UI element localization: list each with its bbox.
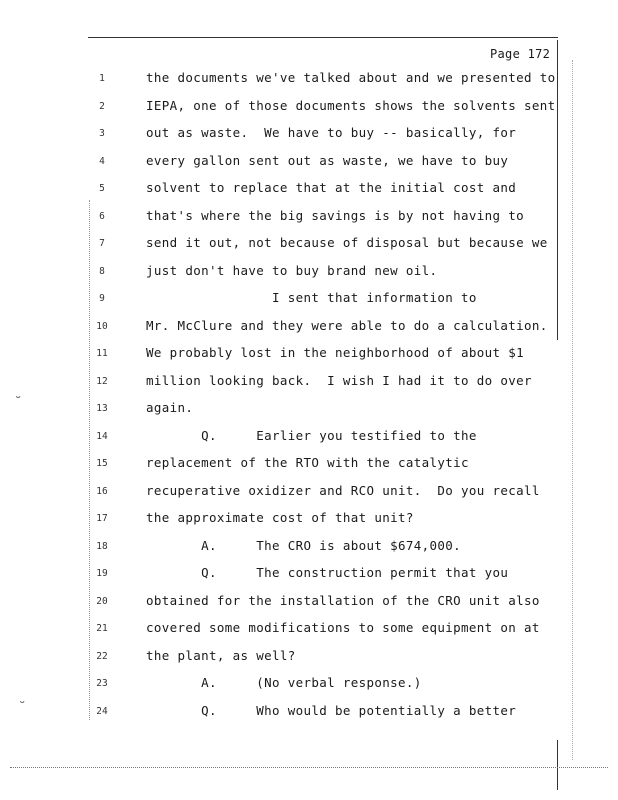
line-number: 11	[96, 348, 108, 359]
line-number: 24	[96, 705, 108, 717]
bottom-scan-artifact	[10, 767, 608, 768]
transcript-line: out as waste. We have to buy -- basically, for	[146, 125, 517, 140]
transcript-line: replacement of the RTO with the catalytic	[146, 455, 469, 470]
transcript-line: the approximate cost of that unit?	[146, 510, 414, 525]
page-number: Page 172	[490, 47, 551, 61]
transcript-line: Q. Earlier you testified to the	[146, 427, 477, 443]
line-number: 17	[96, 513, 108, 524]
transcript-line: Q. Who would be potentially a better	[146, 702, 517, 718]
line-number: 23	[96, 678, 108, 689]
line-number: 19	[96, 568, 108, 579]
line-number: 21	[96, 623, 108, 634]
line-number: 3	[99, 128, 105, 139]
line-number: 2	[99, 100, 105, 112]
line-number: 12	[96, 375, 108, 387]
left-scan-artifact	[89, 200, 90, 720]
transcript-line: A. (No verbal response.)	[146, 675, 422, 690]
transcript-line: We probably lost in the neighborhood of about $1	[146, 345, 525, 360]
transcript-line: recuperative oxidizer and RCO unit. Do you recall	[146, 482, 540, 498]
transcript-line: just don't have to buy brand new oil.	[146, 262, 438, 278]
right-scan-artifact	[572, 60, 573, 760]
transcript-line: covered some modifications to some equipment on at	[146, 620, 540, 635]
line-number: 16	[96, 485, 108, 497]
line-number: 13	[96, 403, 108, 414]
transcript-line: send it out, not because of disposal but because we	[146, 235, 548, 250]
line-number: 14	[96, 430, 108, 442]
line-number: 5	[99, 183, 105, 194]
transcript-line: IEPA, one of those documents shows the solvents sent	[146, 97, 556, 113]
transcript-line: A. The CRO is about $674,000.	[146, 537, 462, 553]
line-number: 8	[99, 265, 105, 277]
line-number: 18	[96, 540, 108, 552]
transcript-line: again.	[146, 400, 194, 415]
transcript-line: I sent that information to	[146, 290, 477, 305]
line-number: 15	[96, 458, 108, 469]
line-number: 4	[99, 155, 105, 167]
line-number: 7	[99, 238, 105, 249]
line-number: 6	[99, 210, 105, 222]
punch-hole-mark: ˘	[14, 395, 23, 411]
transcript-line: Mr. McClure and they were able to do a calculation.	[146, 317, 548, 333]
line-number: 10	[96, 320, 108, 332]
transcript-line: the documents we've talked about and we presented to	[146, 70, 556, 85]
line-number: 20	[96, 595, 108, 607]
line-number: 1	[99, 73, 105, 84]
transcript-line: the plant, as well?	[146, 647, 296, 663]
line-number: 22	[96, 650, 108, 662]
transcript-line: every gallon sent out as waste, we have to buy	[146, 152, 509, 168]
top-rule	[88, 37, 558, 38]
transcript-line: Q. The construction permit that you	[146, 565, 509, 580]
line-number: 9	[99, 293, 105, 304]
transcript-line: that's where the big savings is by not having to	[146, 207, 525, 223]
transcript-line: million looking back. I wish I had it to do over	[146, 372, 532, 388]
transcript-line: solvent to replace that at the initial cost and	[146, 180, 517, 195]
right-margin-rule	[557, 40, 558, 340]
punch-hole-mark: ˘	[18, 700, 27, 716]
transcript-line: obtained for the installation of the CRO unit also	[146, 592, 540, 608]
right-margin-rule-lower	[557, 740, 558, 790]
